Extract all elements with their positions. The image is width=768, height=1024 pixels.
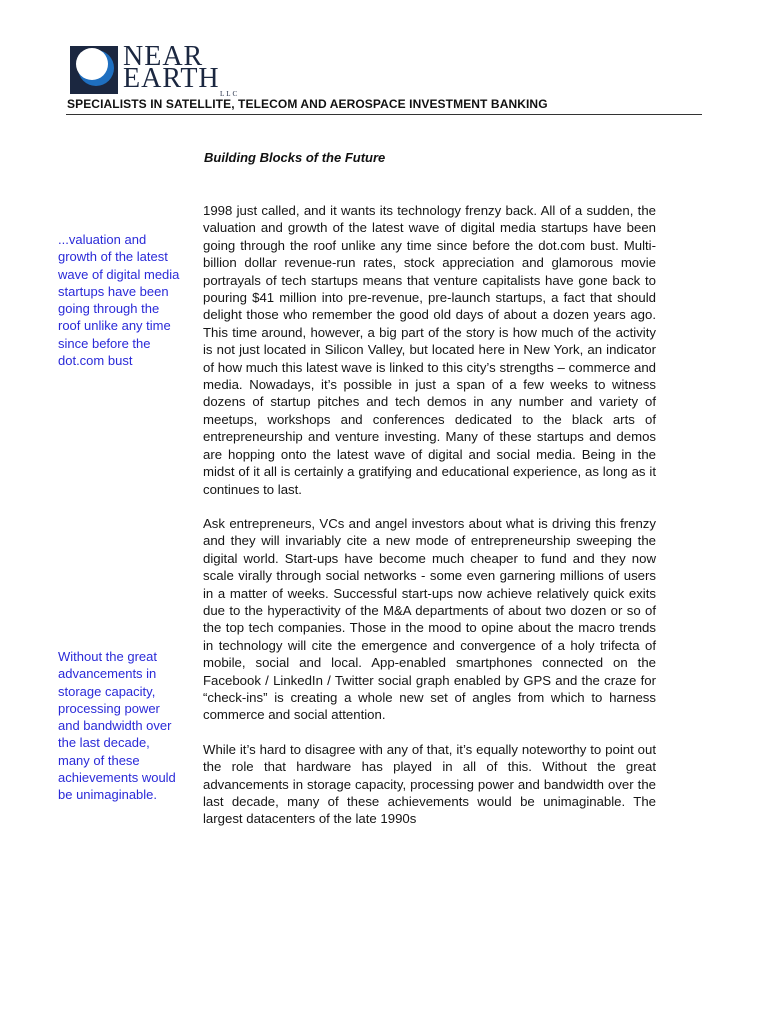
logo-llc: LLC xyxy=(220,90,240,98)
logo-mark-icon xyxy=(70,46,118,94)
logo-word-earth: EARTH xyxy=(123,63,220,94)
article-paragraph-3: While it’s hard to disagree with any of that, it’s equally noteworthy to point out the role that hardware has played in all of this. Without the great advancements in storage capacity, processing power and bandwidth over the last decade, many of these achievements would be unimaginable. The largest datacenters of the late 1990s xyxy=(203,741,656,827)
logo-word-near: NEAR xyxy=(123,41,204,72)
article-paragraph-2: Ask entrepreneurs, VCs and angel investors about what is driving this frenzy and they will invariably cite a new mode of entrepreneurship sweeping the digital world. Start-ups have become much cheaper to fund and they now scale virally through social networks - some even garnering millions of users in a matter of weeks. Successful start-ups now achieve relatively quick exits due to the hyperactivity of the M&A departments of about two dozen or so of the top tech companies. Those in the mood to opine about the macro trends in technology will cite the emergence and convergence of a holy trifecta of mobile, social and local. App-enabled smartphones connected on the Facebook / LinkedIn / Twitter social graph enabled by GPS and the craze for “check-ins” is creating a whole new set of angles from which to harness commerce and social attention. xyxy=(203,515,656,723)
pullquote-2: Without the great advancements in storage capacity, processing power and bandwidth over the last decade, many of these achievements would be unimaginable. xyxy=(58,649,176,803)
article-paragraph-1: 1998 just called, and it wants its technology frenzy back. All of a sudden, the valuation and growth of the latest wave of digital media startups have been going through the roof unlike any time since before the dot.com bust. Multi-billion dollar revenue-run rates, stock appreciation and glamorous movie portrayals of tech startups means that venture capitalists have gone back to pouring $41 million into pre-revenue, pre-launch startups, a fact that should delight those who remember the good old days of about a dozen years ago. This time around, however, a big part of the story is how much of the activity is not just located in Silicon Valley, but located here in New York, an indicator of how much this latest wave is linked to this city’s strengths – commerce and media. Nowadays, it’s possible in just a span of a few weeks to witness dozens of startup pitches and tech demos in any number and variety of meetups, workshops and conferences dedicated to the black arts of entrepreneurship and venture investing. Many of these startups and demos are hopping onto the latest wave of digital and social media. Being in the midst of it all is certainly a gratifying and educational experience, as long as it continues to last. xyxy=(203,203,656,497)
article-title: Building Blocks of the Future xyxy=(204,150,386,165)
company-logo xyxy=(70,41,240,100)
pullquote-1: ...valuation and growth of the latest wave of digital media startups have been going through the roof unlike any time since before the dot.com bust xyxy=(58,232,180,369)
header-divider xyxy=(66,114,702,115)
article-body xyxy=(203,202,656,845)
company-tagline: SPECIALISTS IN SATELLITE, TELECOM AND AEROSPACE INVESTMENT BANKING xyxy=(67,97,548,111)
